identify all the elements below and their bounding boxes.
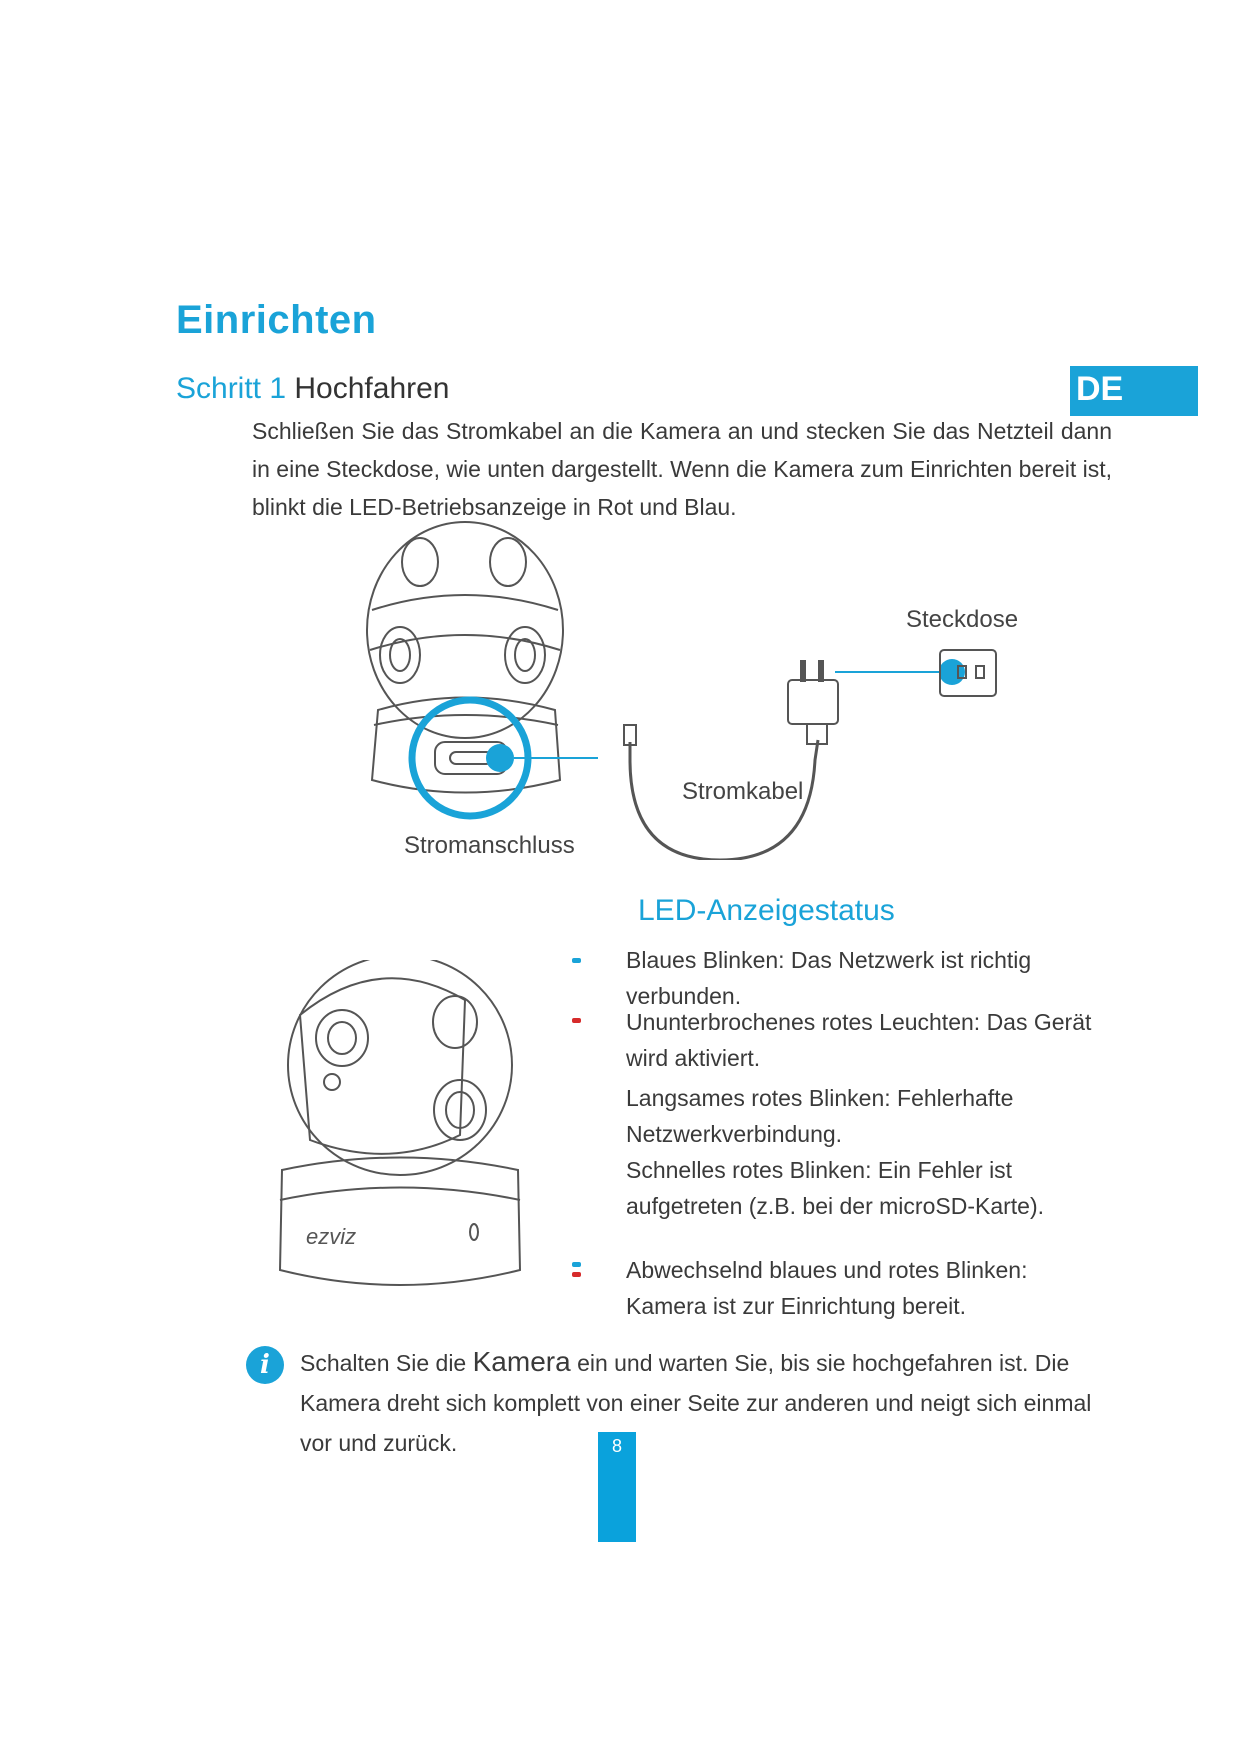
camera-lens xyxy=(380,627,420,683)
language-tab xyxy=(1070,366,1198,416)
info-icon: i xyxy=(246,1346,284,1384)
step-number: Schritt 1 xyxy=(176,372,287,405)
step-name: Hochfahren xyxy=(294,372,450,405)
power-adapter xyxy=(788,680,838,724)
led-item-alternating: Abwechselnd blaues und rotes Blinken: Kamera ist zur Einrichtung bereit. xyxy=(626,1257,1028,1319)
language-label: DE xyxy=(1076,370,1124,408)
led-item-blue: Blaues Blinken: Das Netzwerk ist richtig verbunden. xyxy=(626,947,1032,1009)
camera-lens xyxy=(505,627,545,683)
led-status-title: LED-Anzeigestatus xyxy=(638,894,895,927)
camera-lens xyxy=(402,538,438,586)
red-led-bullet xyxy=(572,1272,581,1277)
camera-lens xyxy=(490,538,526,586)
intro-paragraph: Schließen Sie das Stromkabel an die Kamera an und stecken Sie das Netzteil dann in eine Steckdose, wie unten dargestellt. Wenn die Kamera zum Einrichten bereit ist, blinkt die LED-Betriebsanzeige in Rot und Blau. xyxy=(252,418,1112,520)
outlet-marker xyxy=(939,659,965,685)
camera-base xyxy=(280,1158,520,1286)
led-item-red: Ununterbrochenes rotes Leuchten: Das Gerät wird aktiviert. Langsames rotes Blinken: Fehlerhafte Netzwerkverbindung. Schnelles rotes Blinken: Ein Fehler ist aufgetreten (z.B. bei der microSD-Karte). xyxy=(626,1009,1092,1219)
red-led-bullet xyxy=(572,1018,581,1023)
blue-led-bullet xyxy=(572,1262,581,1267)
blue-led-bullet xyxy=(572,958,581,963)
camera-lens xyxy=(316,1010,368,1066)
page-number: 8 xyxy=(611,1436,622,1456)
brand-logo: ezviz xyxy=(306,1224,357,1249)
label-stromkabel: Stromkabel xyxy=(682,778,804,805)
label-steckdose: Steckdose xyxy=(906,606,1019,633)
page-title: Einrichten xyxy=(176,298,377,342)
port-marker xyxy=(486,744,514,772)
power-connection-diagram xyxy=(360,520,1000,860)
note-text: Schalten Sie die Kamera ein und warten Sie, bis sie hochgefahren ist. Die Kamera dreht sich komplett von einer Seite zur anderen und neigt sich einmal vor und zurück. xyxy=(300,1346,1092,1456)
label-stromanschluss: Stromanschluss xyxy=(404,832,575,859)
step-heading xyxy=(176,372,450,406)
